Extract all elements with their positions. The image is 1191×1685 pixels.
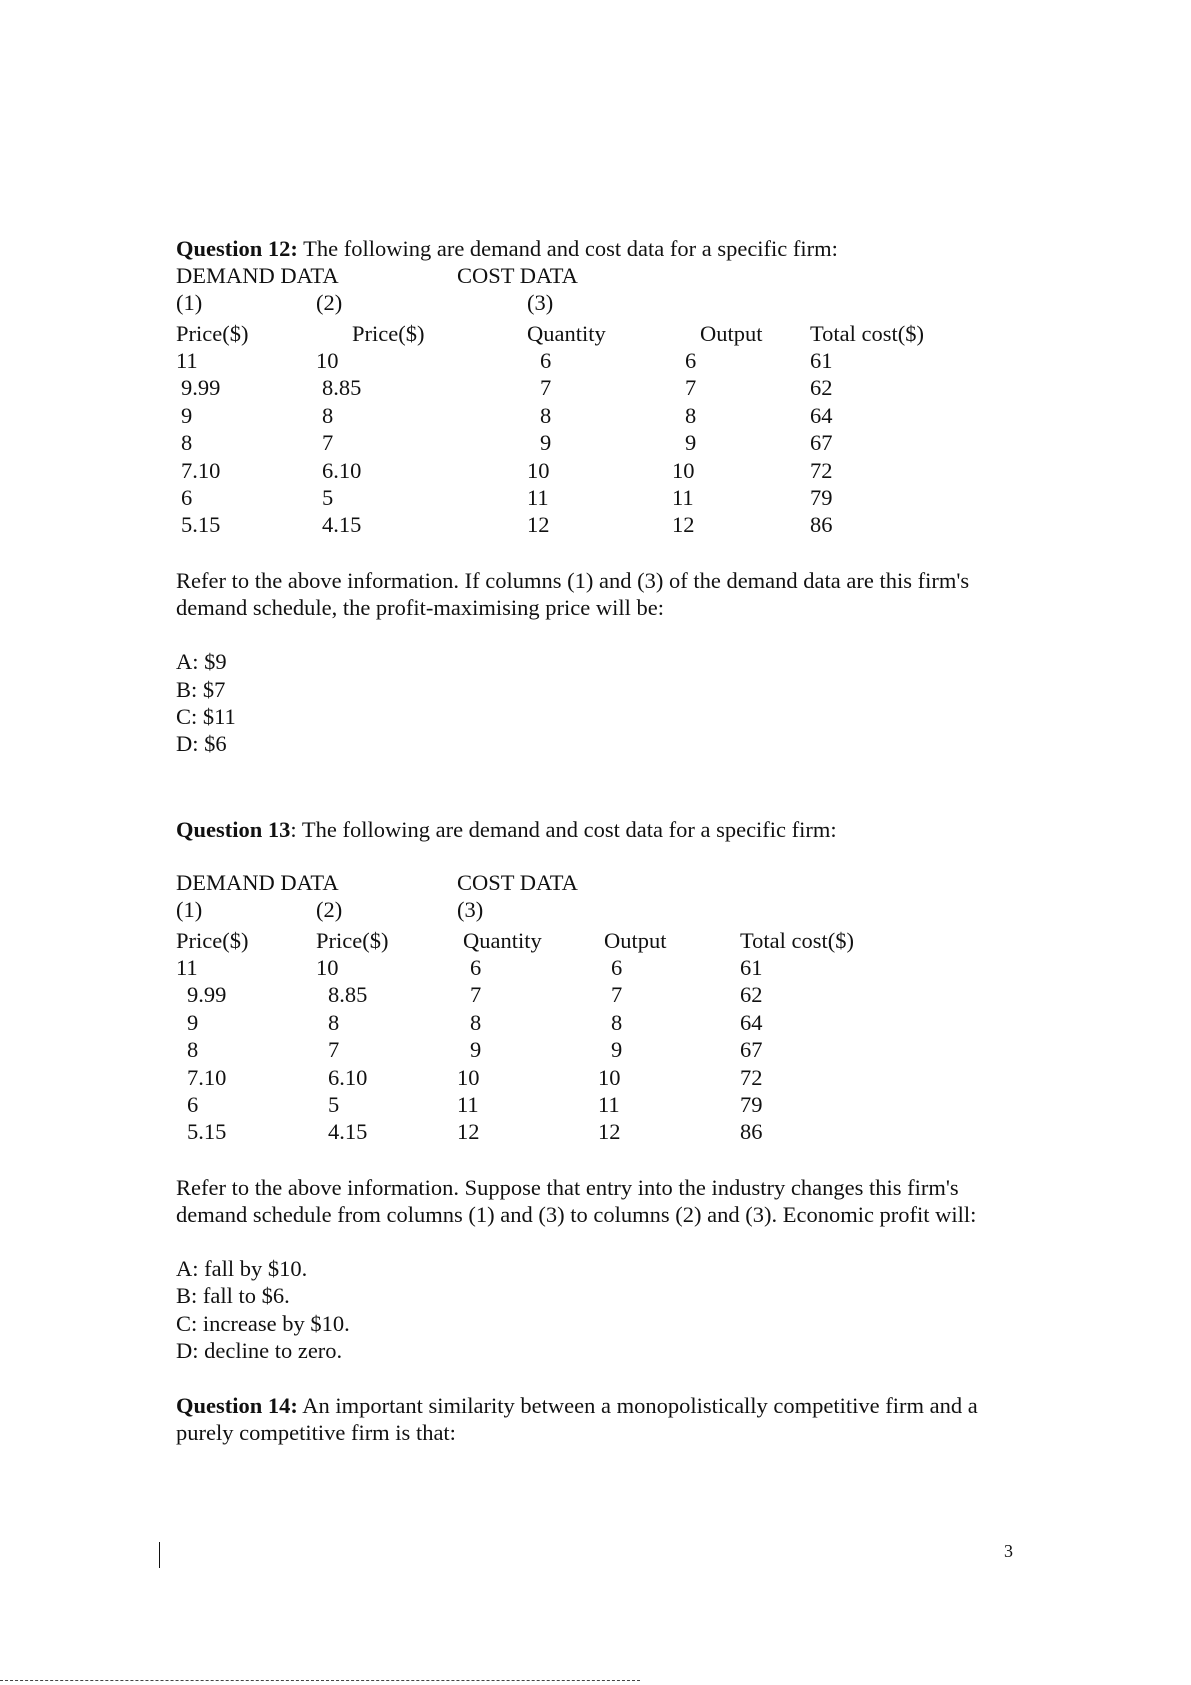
q13-option-a: A: fall by $10. [176,1256,308,1281]
q13-cell-price-2: 7 [328,1037,340,1063]
q13-cell-quantity: 9 [470,1037,482,1063]
q12-cell-quantity: 6 [540,348,552,373]
q12-demand-data-label: DEMAND DATA [176,263,339,288]
q13-header-total-cost: Total cost($) [740,928,855,953]
q12-cell-price-2: 5 [322,485,334,510]
q13-cell-output: 6 [611,955,623,980]
q13-cell-total-cost: 72 [740,1064,763,1090]
q13-cell-price-1: 9.99 [187,982,227,1008]
q12-cell-price-2: 7 [322,430,334,456]
q13-cell-price-2: 8 [328,1009,340,1035]
q13-cell-output: 11 [598,1092,620,1117]
q13-heading-label: Question 13 [176,817,291,842]
q13-cell-output: 12 [598,1119,621,1145]
q12-heading-text: The following are demand and cost data for a specific firm: [297,236,838,261]
q12-cell-output: 7 [685,375,697,401]
q13-header-quantity: Quantity [463,928,542,953]
q12-cell-quantity: 7 [540,375,552,401]
q12-cell-quantity: 11 [527,485,549,510]
q12-cell-quantity: 9 [540,430,552,456]
q13-cost-data-label: COST DATA [457,870,578,895]
q13-col-num-1: (1) [176,897,203,922]
q13-option-b: B: fall to $6. [176,1283,290,1308]
q12-header-quantity: Quantity [527,321,606,346]
q12-col-num-1: (1) [176,290,203,315]
q13-cell-quantity: 11 [457,1092,479,1117]
q12-option-c: C: $11 [176,704,236,729]
q13-cell-price-2: 10 [316,955,339,980]
q12-option-d: D: $6 [176,731,227,756]
q12-cell-price-2: 8.85 [322,375,362,401]
q12-heading-label: Question 12: [176,236,298,261]
q14-line-2: purely competitive firm is that: [176,1420,456,1445]
q12-cell-total-cost: 61 [810,348,833,373]
q13-option-c: C: increase by $10. [176,1311,350,1336]
q12-cell-price-1: 11 [176,348,198,373]
q12-cell-total-cost: 79 [810,485,833,510]
q12-cell-output: 6 [685,348,697,373]
q12-cell-total-cost: 86 [810,512,833,538]
q13-question-line-1: Refer to the above information. Suppose that entry into the industry changes this firm's [176,1175,959,1200]
q12-cell-price-1: 5.15 [181,512,221,538]
q13-demand-data-label: DEMAND DATA [176,870,339,895]
q12-question-line-2: demand schedule, the profit-maximising price will be: [176,595,664,620]
q12-cell-total-cost: 72 [810,457,833,483]
q13-cell-price-1: 8 [187,1037,199,1063]
q13-col-num-3: (3) [457,897,484,922]
q13-cell-price-2: 8.85 [328,982,368,1008]
q13-cell-quantity: 7 [470,982,482,1008]
q12-cell-output: 9 [685,430,697,456]
q13-cell-quantity: 12 [457,1119,480,1145]
q13-cell-total-cost: 79 [740,1092,763,1117]
q12-cell-price-2: 8 [322,402,334,428]
q13-cell-price-2: 6.10 [328,1064,368,1090]
q12-col-num-3: (3) [527,290,554,315]
q13-heading-text: : The following are demand and cost data for a specific firm: [290,817,837,842]
q12-header-price-2: Price($) [352,321,425,346]
q13-cell-output: 10 [598,1064,621,1090]
q12-cell-price-2: 6.10 [322,457,362,483]
q13-cell-price-1: 11 [176,955,198,980]
page-number: 3 [1004,1541,1013,1561]
q13-cell-total-cost: 67 [740,1037,763,1063]
q12-cell-price-1: 9.99 [181,375,221,401]
q13-question-line-2: demand schedule from columns (1) and (3) to columns (2) and (3). Economic profit will: [176,1202,977,1227]
q12-cell-output: 8 [685,402,697,428]
q12-cell-price-1: 6 [181,485,193,510]
q13-option-d: D: decline to zero. [176,1338,343,1363]
revision-bar [159,1542,160,1568]
q13-cell-price-1: 5.15 [187,1119,227,1145]
q12-header-output: Output [700,321,763,346]
q12-cell-total-cost: 67 [810,430,833,456]
q12-col-num-2: (2) [316,290,343,315]
q12-cell-price-1: 7.10 [181,457,221,483]
q13-cell-output: 8 [611,1009,623,1035]
q12-cell-total-cost: 64 [810,402,833,428]
q12-cell-price-2: 10 [316,348,339,373]
q13-cell-total-cost: 64 [740,1009,763,1035]
q13-cell-price-2: 4.15 [328,1119,368,1145]
q12-option-a: A: $9 [176,649,227,674]
q12-question-line-1: Refer to the above information. If columns (1) and (3) of the demand data are this firm's [176,568,970,593]
q12-header-price-1: Price($) [176,321,249,346]
q13-cell-quantity: 10 [457,1064,480,1090]
q13-cell-output: 9 [611,1037,623,1063]
q13-cell-quantity: 8 [470,1009,482,1035]
q12-heading [176,235,838,262]
q12-cell-output: 11 [672,485,694,510]
q13-cell-price-1: 9 [187,1009,199,1035]
q13-cell-total-cost: 61 [740,955,763,980]
q13-cell-output: 7 [611,982,623,1008]
q12-cell-output: 10 [672,457,695,483]
q14-heading-text: An important similarity between a monopolistically competitive firm and a [297,1393,978,1418]
q13-cell-total-cost: 62 [740,982,763,1008]
q12-cell-output: 12 [672,512,695,538]
q14-heading [176,1392,978,1419]
q12-header-total-cost: Total cost($) [810,321,925,346]
q13-cell-total-cost: 86 [740,1119,763,1145]
q12-cell-total-cost: 62 [810,375,833,401]
q12-cell-price-2: 4.15 [322,512,362,538]
q12-cell-quantity: 8 [540,402,552,428]
q13-cell-price-1: 7.10 [187,1064,227,1090]
q12-cost-data-label: COST DATA [457,263,578,288]
footer-divider [0,1680,640,1681]
q13-header-price-1: Price($) [176,928,249,953]
q13-cell-price-1: 6 [187,1092,199,1117]
q13-col-num-2: (2) [316,897,343,922]
q13-heading [176,816,837,843]
q13-header-price-2: Price($) [316,928,389,953]
q12-cell-quantity: 12 [527,512,550,538]
q13-cell-quantity: 6 [470,955,482,980]
q12-option-b: B: $7 [176,677,226,702]
q14-heading-label: Question 14: [176,1393,298,1418]
q13-header-output: Output [604,928,667,953]
q12-cell-price-1: 8 [181,430,193,456]
q13-cell-price-2: 5 [328,1092,340,1117]
q12-cell-quantity: 10 [527,457,550,483]
q12-cell-price-1: 9 [181,402,193,428]
